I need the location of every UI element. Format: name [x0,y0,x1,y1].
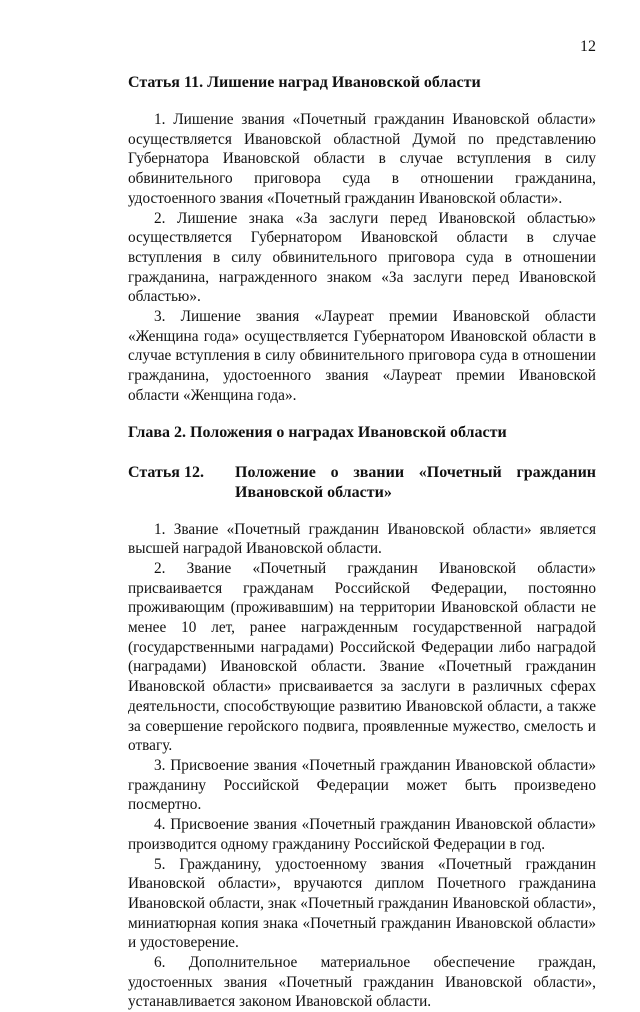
article-12-paragraph-4: 4. Присвоение звания «Почетный гражданин Ивановской области» производится одному гражданину Российской Федерации в год. [128,816,596,853]
article-12-number: Статья 12. [128,463,204,481]
article-12-paragraph-1: 1. Звание «Почетный гражданин Ивановской области» является высшей наградой Ивановской области. [128,520,596,558]
article-12-title-line-2: Ивановской области» [235,483,392,501]
article-11-paragraph-2: 2. Лишение знака «За заслуги перед Ивановской областью» осуществляется Губернатором Ивановской области в случае вступления в силу обвинительного приговора суда в отношении гражданина, награжденного знаком «За заслуги перед Ивановской областью». [128,209,596,306]
article-12-title-line-1: Положение о звании «Почетный гражданин [235,463,596,481]
article-11-paragraph-1: 1. Лишение звания «Почетный гражданин Ивановской области» осуществляется Ивановской областной Думой по представлению Губернатора Ивановской области в случае вступления в силу обвинительного приговора суда в отношении гражданина, удостоенного звания «Почетный гражданин Ивановской области». [128,111,596,207]
article-12-paragraph-2: 2. Звание «Почетный гражданин Ивановской области» присваивается гражданам Российской Федерации, постоянно проживающим (проживавшим) на территории Ивановской области не менее 10 лет, ранее награжденным государственной наградой (государственными наградами) Российской Федерации либо наградой (наградами) Ивановской области. Звание «Почетный гражданин Ивановской области» присваивается за заслуги в различных сферах деятельности, способствующие развитию Ивановской области, а также за совершение геройского подвига, проявленные мужество, смелость и отвагу. [128,559,596,755]
article-11-title: Статья 11. Лишение наград Ивановской области [128,74,481,91]
article-12-paragraph-6: 6. Дополнительное материальное обеспечение граждан, удостоенных звания «Почетный гражданин Ивановской области», устанавливается законом Ивановской области. [128,954,596,1011]
article-12-heading [128,463,596,503]
chapter-2-title: Глава 2. Положения о наградах Ивановской области [128,423,507,441]
article-12-paragraph-3: 3. Присвоение звания «Почетный гражданин Ивановской области» гражданину Российской Федерации может быть произведено посмертно. [128,756,596,814]
article-12-title [235,463,596,503]
article-11-paragraph-3: 3. Лишение звания «Лауреат премии Ивановской области «Женщина года» осуществляется Губернатором Ивановской области в случае вступления в силу обвинительного приговора суда в отношении гражданина, удостоенного звания «Лауреат премии Ивановской области «Женщина года». [128,308,596,404]
article-12-paragraph-5: 5. Гражданину, удостоенному звания «Почетный гражданин Ивановской области», вручаются диплом Почетного гражданина Ивановской области, знак «Почетный гражданин Ивановской области», миниатюрная копия знака «Почетный гражданин Ивановской области» и удостоверение. [128,855,596,952]
document-body [128,73,596,1012]
page-number: 12 [580,38,596,55]
